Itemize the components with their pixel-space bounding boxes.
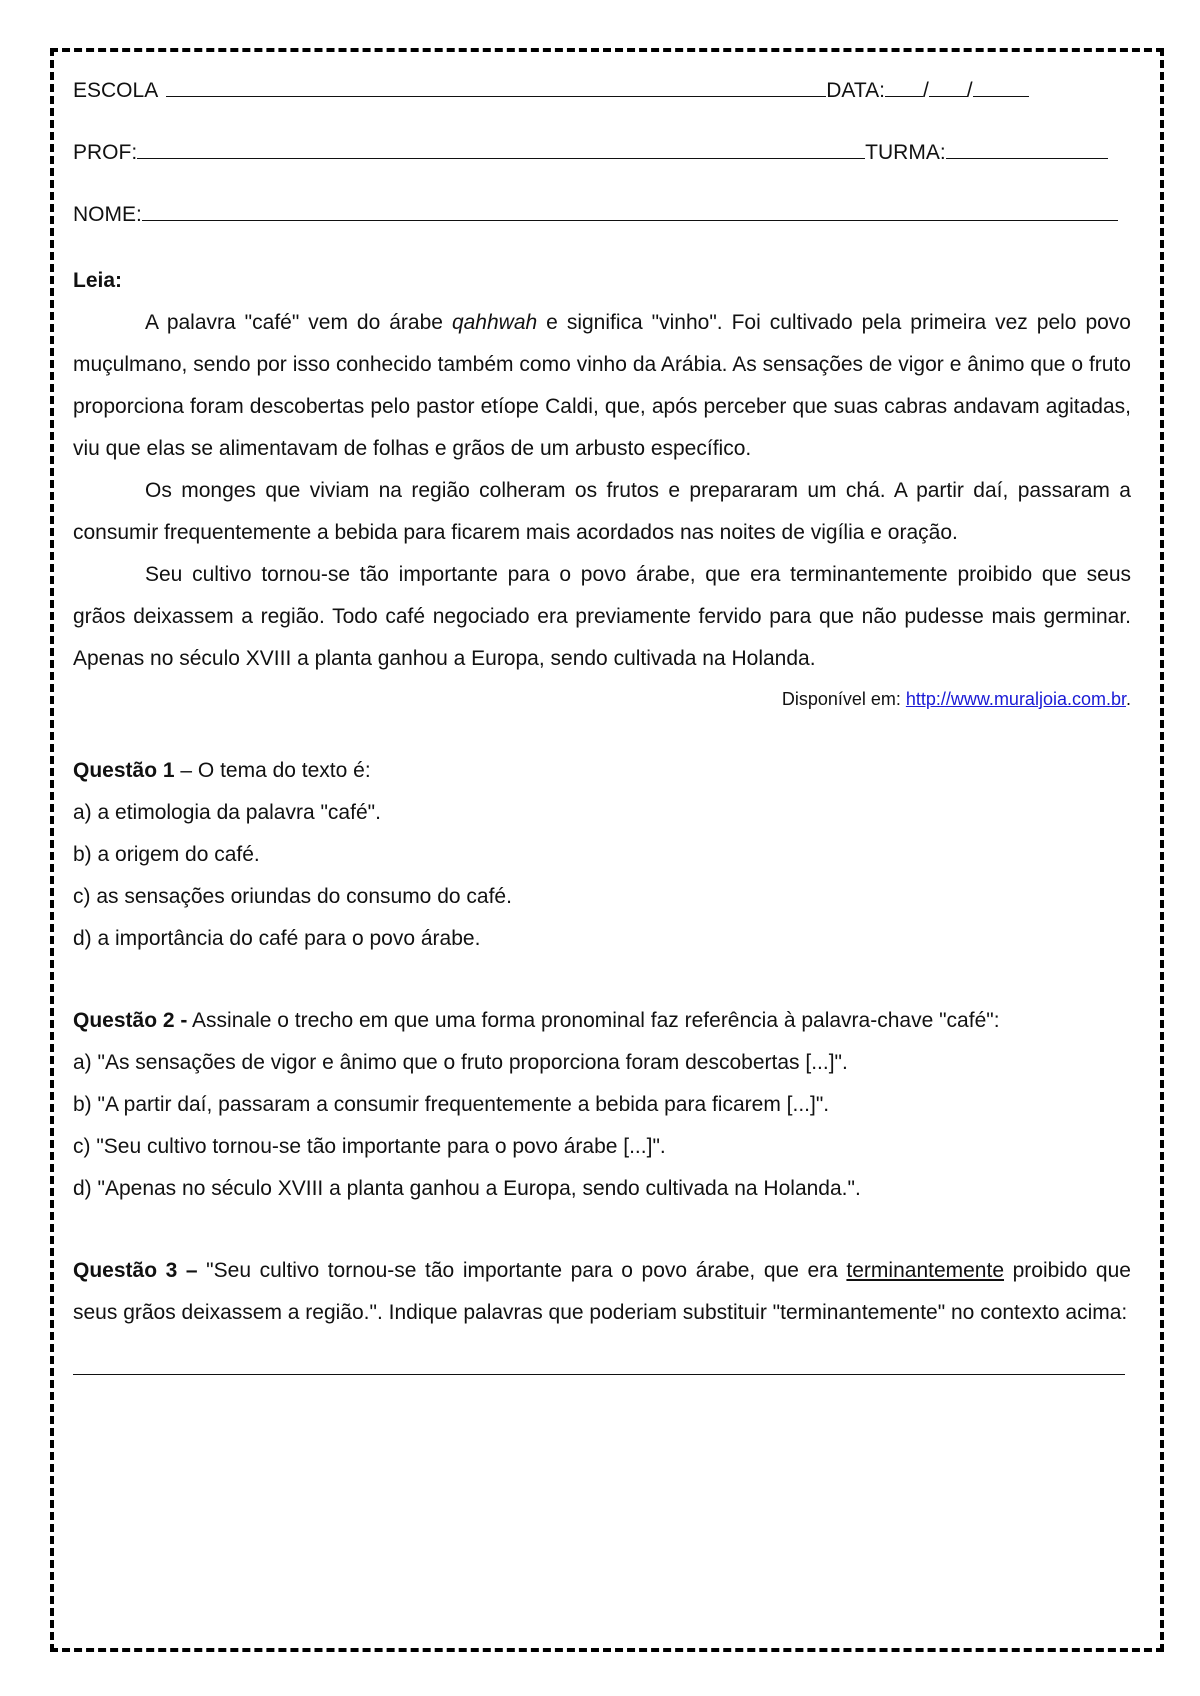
worksheet	[73, 60, 1131, 1375]
question-text: "Seu cultivo tornou-se tão importante para o povo árabe, que era	[197, 1259, 847, 1282]
source-label: Disponível em:	[781, 689, 906, 709]
date-month-field[interactable]	[929, 78, 967, 97]
question-text: – O tema do texto é:	[174, 759, 371, 782]
reading-paragraph-1	[73, 302, 1131, 470]
question-1-label: Questão 1	[73, 759, 175, 782]
source-end: .	[1125, 689, 1131, 709]
reading-paragraph-2: Os monges que viviam na região colheram os frutos e prepararam um chá. A partir daí, passaram a consumir frequentemente a bebida para ficarem mais acordados nas noites de vigília e oração.	[73, 479, 1131, 544]
date-year-field[interactable]	[973, 78, 1029, 97]
option-b[interactable]: b) "A partir daí, passaram a consumir frequentemente a bebida para ficarem [...]".	[73, 1093, 830, 1116]
question-text: Assinale o trecho em que uma forma pronominal faz referência à palavra-chave "café":	[187, 1009, 1000, 1032]
option-c[interactable]: c) "Seu cultivo tornou-se tão importante para o povo árabe [...]".	[73, 1135, 666, 1158]
teacher-label: PROF:	[73, 141, 138, 164]
option-a[interactable]: a) "As sensações de vigor e ânimo que o fruto proporciona foram descobertas [...]".	[73, 1051, 848, 1074]
answer-line[interactable]	[73, 1342, 1125, 1375]
option-c[interactable]: c) as sensações oriundas do consumo do café.	[73, 885, 512, 908]
reading-heading: Leia:	[73, 269, 123, 292]
paragraph-text: e significa "vinho". Foi cultivado pela primeira vez pelo povo muçulmano, sendo por isso conhecido também como vinho da Arábia. As sensações de vigor e ânimo que o fruto proporciona foram descobertas pelo pastor etíope Caldi, que, após perceber que suas cabras andavam agitadas, viu que elas se alimentavam de folhas e grãos de um arbusto específico.	[73, 311, 1131, 460]
class-field[interactable]	[946, 140, 1108, 159]
question-2-label: Questão 2 -	[73, 1009, 188, 1032]
option-a[interactable]: a) a etimologia da palavra "café".	[73, 801, 381, 824]
question-3-stem	[73, 1250, 1131, 1334]
name-row	[73, 184, 1131, 246]
source-citation	[73, 682, 1131, 716]
school-row	[73, 60, 1131, 122]
question-1-stem	[73, 750, 1131, 792]
name-field[interactable]	[142, 202, 1118, 221]
date-separator: /	[966, 79, 973, 102]
arabic-word: qahhwah	[451, 311, 538, 334]
class-label: TURMA:	[865, 141, 946, 164]
question-3	[73, 1250, 1131, 1375]
date-day-field[interactable]	[885, 78, 923, 97]
question-text: proibido que seus grãos deixassem a região.". Indique palavras que poderiam substituir "terminantemente" no contexto acima:	[73, 1259, 1131, 1324]
paragraph-text: A palavra "café" vem do árabe	[145, 311, 452, 334]
underlined-word: terminantemente	[846, 1259, 1005, 1282]
question-1	[73, 750, 1131, 960]
teacher-row	[73, 122, 1131, 184]
source-link[interactable]: http://www.muraljoia.com.br	[905, 689, 1126, 709]
date-label: DATA:	[826, 79, 885, 102]
teacher-field[interactable]	[137, 140, 865, 159]
option-d[interactable]: d) "Apenas no século XVIII a planta ganhou a Europa, sendo cultivada na Holanda.".	[73, 1177, 861, 1200]
question-2	[73, 1000, 1131, 1210]
school-field[interactable]	[166, 78, 826, 97]
option-d[interactable]: d) a importância do café para o povo árabe.	[73, 927, 481, 950]
reading-paragraph-3: Seu cultivo tornou-se tão importante para o povo árabe, que era terminantemente proibido que seus grãos deixassem a região. Todo café negociado era previamente fervido para que não pudesse mais germinar. Apenas no século XVIII a planta ganhou a Europa, sendo cultivada na Holanda.	[73, 563, 1131, 670]
school-label: ESCOLA	[73, 79, 159, 102]
name-label: NOME:	[73, 203, 142, 226]
date-separator: /	[922, 79, 929, 102]
question-3-label: Questão 3 –	[73, 1259, 198, 1282]
option-b[interactable]: b) a origem do café.	[73, 843, 260, 866]
question-2-stem	[73, 1000, 1131, 1042]
